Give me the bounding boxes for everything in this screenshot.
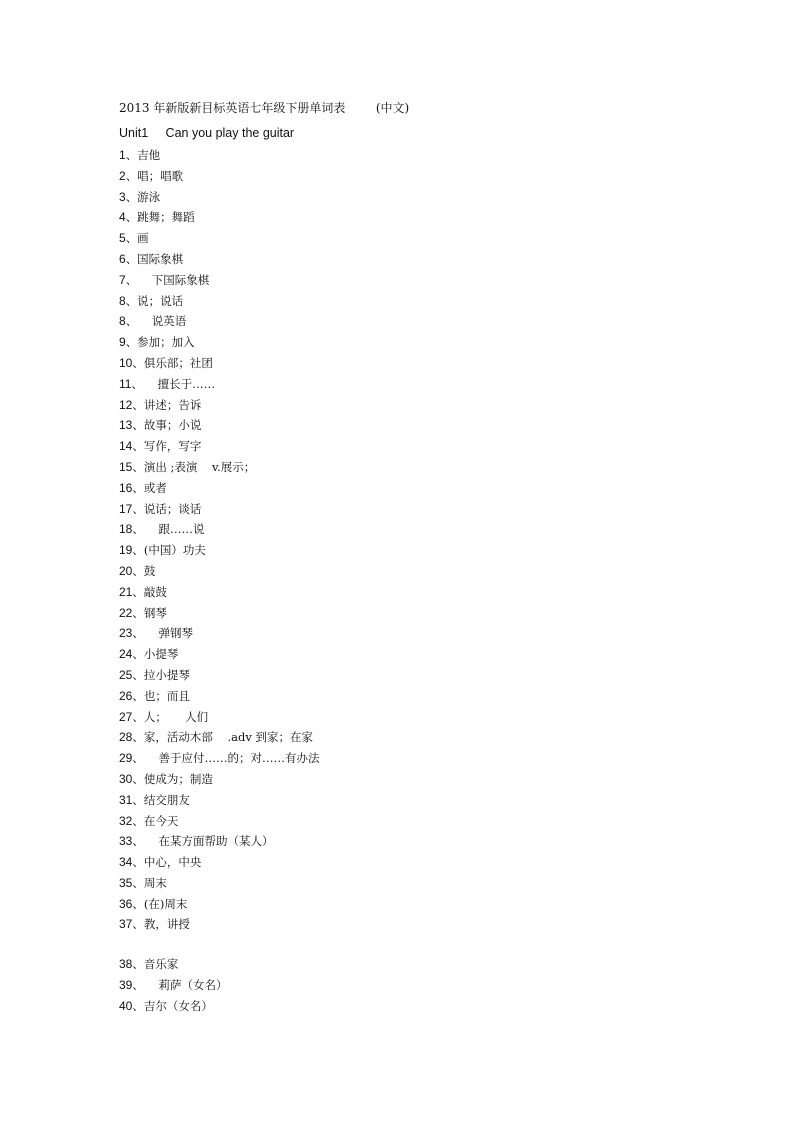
vocab-item-text: 、 擅长于…… (131, 376, 216, 391)
vocab-item (119, 415, 719, 436)
vocab-item-text: 、游泳 (125, 189, 161, 204)
vocab-item-text: 、教，讲授 (132, 917, 190, 932)
vocab-item (119, 395, 719, 416)
vocab-item-text: 、说话；谈话 (132, 501, 202, 516)
vocab-item (119, 311, 719, 332)
list-spacer (119, 935, 719, 954)
vocab-item (119, 769, 719, 790)
vocab-item (119, 187, 719, 208)
vocab-item-text: 、唱；唱歌 (125, 168, 184, 183)
vocab-item (119, 665, 719, 686)
vocab-item-number: 32 (119, 813, 133, 828)
vocab-item-number: 10 (119, 355, 133, 370)
vocab-item-number: 1 (119, 148, 126, 162)
vocab-item-text: 、说；说话 (125, 293, 184, 308)
vocab-item-number: 40 (119, 998, 133, 1013)
vocab-item (119, 436, 719, 457)
vocab-item (119, 603, 719, 624)
vocab-item (119, 249, 719, 270)
vocab-item-text: 、 在某方面帮助（某人） (132, 834, 274, 849)
vocab-item-text: 、 善于应付……的；对……有办法 (132, 751, 320, 766)
vocab-item (119, 811, 719, 832)
vocab-item-number: 28 (119, 730, 133, 745)
vocab-item-number: 4 (119, 210, 126, 225)
vocab-item-text: 、吉尔（女名） (132, 998, 213, 1013)
vocab-item (119, 644, 719, 665)
vocab-item (119, 291, 719, 312)
vocab-item-text: 、音乐家 (132, 957, 179, 972)
vocab-item-number: 37 (119, 917, 133, 932)
vocab-item (119, 873, 719, 894)
vocab-item-number: 12 (119, 397, 133, 412)
vocab-item-text: 、结交朋友 (132, 792, 190, 807)
vocab-item-text: 、国际象棋 (125, 251, 184, 266)
vocab-item-number: 15 (119, 459, 133, 474)
vocab-item-number: 5 (119, 231, 126, 246)
vocab-item (119, 707, 719, 728)
vocab-item-number: 7 (119, 272, 126, 287)
vocab-item-text: 、在今天 (132, 813, 179, 828)
vocab-item-number: 31 (119, 792, 133, 807)
vocab-item-number: 39 (119, 978, 133, 993)
vocab-item (119, 228, 719, 249)
vocab-item-number: 22 (119, 605, 133, 620)
vocab-item-text: 、 弹钢琴 (132, 626, 193, 641)
vocab-item-text: 、吉他 (125, 148, 161, 162)
vocab-item-text: 、小提琴 (132, 647, 179, 662)
vocab-item-text: 、使成为；制造 (132, 771, 213, 786)
vocab-item-text: 、跳舞；舞蹈 (125, 210, 195, 225)
vocab-item (119, 166, 719, 187)
vocab-item (119, 623, 719, 644)
vocab-item-text: 、故事；小说 (132, 418, 202, 433)
vocab-item (119, 561, 719, 582)
vocab-item (119, 499, 719, 520)
vocab-item-number: 21 (119, 584, 133, 599)
vocab-item-text: 、人； 人们 (132, 709, 209, 724)
vocab-item (119, 914, 719, 935)
vocab-item-number: 27 (119, 709, 133, 724)
vocab-item-number: 14 (119, 439, 133, 454)
vocab-item-text: 、家，活动木部 .adv 到家；在家 (132, 730, 314, 745)
vocab-item (119, 270, 719, 291)
vocab-item-number: 19 (119, 543, 133, 558)
vocab-item-number: 18 (119, 522, 133, 537)
vocab-item (119, 374, 719, 395)
vocab-item-number: 33 (119, 834, 133, 849)
vocab-item-number: 3 (119, 189, 126, 204)
vocab-item-number: 26 (119, 688, 133, 703)
vocab-item (119, 852, 719, 873)
vocab-item-number: 16 (119, 480, 133, 495)
vocab-item (119, 727, 719, 748)
vocab-item-number: 29 (119, 751, 133, 766)
vocab-item-text: 、周末 (132, 875, 167, 890)
vocab-item-text: 、鼓 (132, 563, 156, 578)
vocab-item-text: 、 莉萨（女名） (132, 978, 228, 993)
vocab-item-text: 、写作，写字 (132, 439, 202, 454)
vocab-item-text: 、或者 (132, 480, 167, 495)
vocab-item-number: 30 (119, 771, 133, 786)
vocab-item (119, 686, 719, 707)
vocab-item-text: 、 说英语 (125, 314, 187, 329)
vocab-item (119, 996, 719, 1017)
vocab-item-text: 、(在)周末 (132, 896, 188, 911)
vocab-item-number: 38 (119, 957, 133, 972)
vocab-item-text: 、讲述；告诉 (132, 397, 202, 412)
vocab-item-text: 、演出 ;表演 v.展示； (132, 459, 256, 474)
vocab-item-number: 8 (119, 293, 126, 308)
unit-heading: Unit1 Can you play the guitar (119, 126, 295, 140)
vocab-item-number: 9 (119, 335, 126, 350)
vocabulary-list (119, 145, 719, 1017)
vocab-item (119, 975, 719, 996)
vocab-item-text: 、俱乐部；社团 (132, 355, 213, 370)
vocab-item-text: 、也；而且 (132, 688, 190, 703)
vocab-item-text: 、敲鼓 (132, 584, 167, 599)
vocab-item (119, 145, 719, 166)
vocab-item-number: 13 (119, 418, 133, 433)
vocab-item-text: 、(中国）功夫 (132, 543, 206, 558)
vocab-item-number: 20 (119, 563, 133, 578)
vocab-item-number: 35 (119, 875, 133, 890)
vocab-item (119, 353, 719, 374)
vocab-item (119, 582, 719, 603)
vocab-item-number: 17 (119, 501, 133, 516)
vocab-item (119, 478, 719, 499)
document-title: 2013 年新版新目标英语七年级下册单词表 (中文) (119, 101, 410, 115)
vocab-item-number: 2 (119, 168, 126, 183)
vocab-item (119, 457, 719, 478)
vocab-item (119, 954, 719, 975)
document-content (119, 101, 719, 1017)
vocab-item-text: 、 跟……说 (132, 522, 205, 537)
vocab-item-number: 25 (119, 667, 133, 682)
vocab-item-number: 6 (119, 251, 126, 266)
vocab-item (119, 207, 719, 228)
vocab-item-text: 、中心，中央 (132, 855, 202, 870)
vocab-item-number: 11 (119, 376, 132, 391)
vocab-item (119, 332, 719, 353)
vocab-item-text: 、拉小提琴 (132, 667, 190, 682)
vocab-item (119, 748, 719, 769)
vocab-item-text: 、画 (125, 231, 149, 246)
vocab-item-text: 、钢琴 (132, 605, 167, 620)
vocab-item-number: 23 (119, 626, 133, 641)
vocab-item-number: 36 (119, 896, 133, 911)
vocab-item-number: 8 (119, 314, 126, 329)
vocab-item (119, 519, 719, 540)
vocab-item (119, 831, 719, 852)
vocab-item-number: 24 (119, 647, 133, 662)
vocab-item-text: 、参加；加入 (125, 335, 195, 350)
vocab-item-number: 34 (119, 855, 133, 870)
vocab-item (119, 540, 719, 561)
vocab-item (119, 790, 719, 811)
vocab-item-text: 、 下国际象棋 (125, 272, 210, 287)
vocab-item (119, 894, 719, 915)
